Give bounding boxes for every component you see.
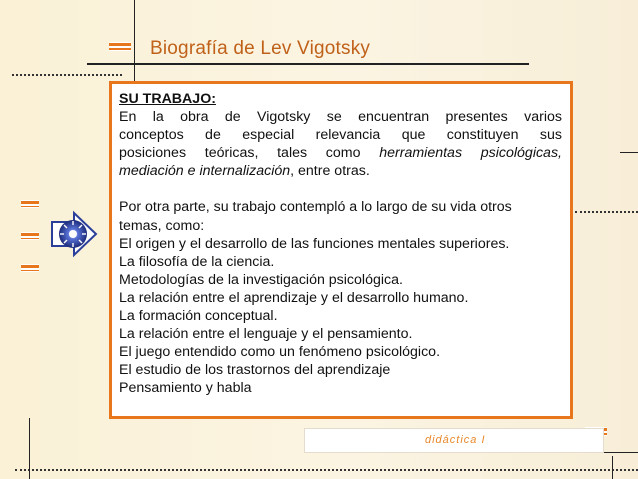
topic-item: El juego entendido como un fenómeno psicológico. <box>119 344 441 361</box>
dotted-line-left <box>12 74 122 76</box>
second-paragraph-line-2: temas, como: <box>119 217 205 234</box>
vertical-rule-right <box>612 456 613 479</box>
second-paragraph-line-1: Por otra parte, su trabajo contempló a lo largo de su vida otros <box>119 199 512 216</box>
vertical-rule-bottom <box>29 418 30 479</box>
topic-item: El origen y el desarrollo de las funciones mentales superiores. <box>119 235 510 252</box>
intro-line-3-italic: herramientas psicológicas, <box>379 145 562 162</box>
topic-item: Metodologías de la investigación psicológica. <box>119 271 403 288</box>
intro-line-1: En la obra de Vigotsky se encuentran presentes varios <box>119 109 562 126</box>
intro-line-4-italic: mediación e internalización <box>119 163 291 180</box>
intro-line-3-text: posiciones teóricas, tales como <box>119 145 380 162</box>
slide-title: Biografía de Lev Vigotsky <box>150 38 371 59</box>
content-box <box>109 81 573 419</box>
topic-item: La relación entre el aprendizaje y el desarrollo humano. <box>119 289 469 306</box>
title-underline <box>87 63 529 65</box>
orange-mark-side-3 <box>21 264 39 272</box>
topic-item: La relación entre el lenguaje y el pensamiento. <box>119 326 413 343</box>
intro-line-2: conceptos de especial relevancia que constituyen sus <box>119 127 562 144</box>
intro-line-4-text: , entre otras. <box>290 163 370 180</box>
intro-line-3 <box>119 144 562 162</box>
topic-item: La filosofía de la ciencia. <box>119 253 275 270</box>
horizontal-rule-right <box>620 152 638 153</box>
topic-item: El estudio de los trastornos del aprendizaje <box>119 362 391 379</box>
dotted-line-right <box>575 211 638 213</box>
intro-line-4 <box>119 162 562 180</box>
topic-item: Pensamiento y habla <box>119 380 252 397</box>
orange-mark-side-1 <box>21 200 39 208</box>
topic-item: La formación conceptual. <box>119 308 278 325</box>
vertical-rule-left <box>134 0 135 82</box>
paragraph-gap <box>119 180 562 198</box>
dotted-line-bottom <box>15 469 638 471</box>
orange-mark-side-2 <box>21 232 39 240</box>
section-heading: SU TRABAJO: <box>119 91 216 107</box>
orange-mark-top <box>109 42 131 51</box>
footer-label: didáctica I <box>425 434 486 446</box>
arrow-right-icon[interactable] <box>48 210 102 258</box>
